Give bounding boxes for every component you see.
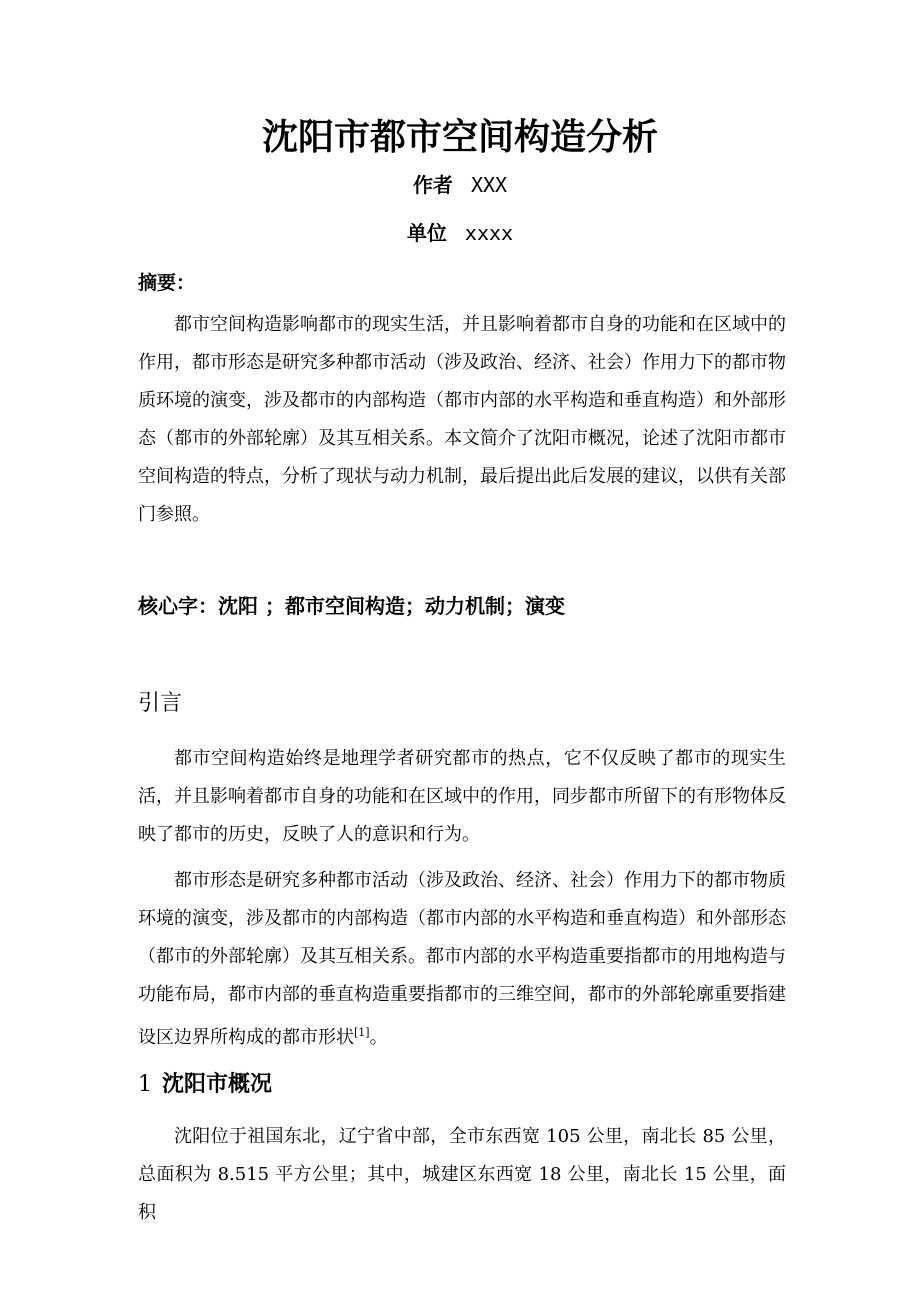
unit-line bbox=[0, 218, 920, 248]
abstract-heading: 摘要： bbox=[138, 272, 196, 294]
document-title: 沈阳市都市空间构造分析 bbox=[261, 116, 658, 158]
intro-paragraph-1: 都市空间构造始终是地理学者研究都市的热点，它不仅反映了都市的现实生活，并且影响着都市自身的功能和在区域中的作用，同步都市所留下的有形物体反映了都市的历史，反映了人的意识和行为。 bbox=[138, 748, 786, 845]
intro-paragraph-2-text: 都市形态是研究多种都市活动（涉及政治、经济、社会）作用力下的都市物质环境的演变，涉及都市的内部构造（都市内部的水平构造和垂直构造）和外部形态（都市的外部轮廓）及其互相关系。都市内部的水平构造重要指都市的用地构造与功能布局，都市内部的垂直构造重要指都市的三维空间，都市的外部轮廓重要指建设区边界所构成的都市形状 bbox=[138, 870, 786, 1048]
section-1-number: 1 bbox=[138, 1072, 152, 1097]
keywords-line: 核心字：沈阳 ；都市空间构造；动力机制；演变 bbox=[138, 594, 565, 618]
intro-heading: 引言 bbox=[138, 691, 183, 716]
author-line bbox=[0, 170, 920, 200]
section-1-heading bbox=[138, 1066, 272, 1103]
section-1-title: 沈阳市概况 bbox=[162, 1071, 273, 1097]
author-value: XXX bbox=[470, 173, 508, 197]
unit-label: 单位 bbox=[406, 221, 447, 245]
abstract-text: 都市空间构造影响都市的现实生活，并且影响着都市自身的功能和在区域中的作用，都市形态是研究多种都市活动（涉及政治、经济、社会）作用力下的都市物质环境的演变，涉及都市的内部构造（都市内部的水平构造和垂直构造）和外部形态（都市的外部轮廓）及其互相关系。本文简介了沈阳市概况，论述了沈阳市都市空间构造的特点，分析了现状与动力机制，最后提出此后发展的建议，以供有关部门参照。 bbox=[138, 314, 786, 525]
citation-ref[interactable]: [1] bbox=[354, 1026, 370, 1039]
intro-paragraph-2 bbox=[138, 862, 786, 1057]
author-label: 作者 bbox=[412, 173, 453, 197]
unit-value: xxxx bbox=[464, 221, 514, 245]
section-1-paragraph-1: 沈阳位于祖国东北，辽宁省中部，全市东西宽 105 公里，南北长 85 公里，总面积为 8.515 平方公里；其中，城建区东西宽 18 公里，南北长 15 公里，面积 bbox=[138, 1126, 786, 1223]
intro-paragraph-2-end: 。 bbox=[369, 1027, 388, 1048]
